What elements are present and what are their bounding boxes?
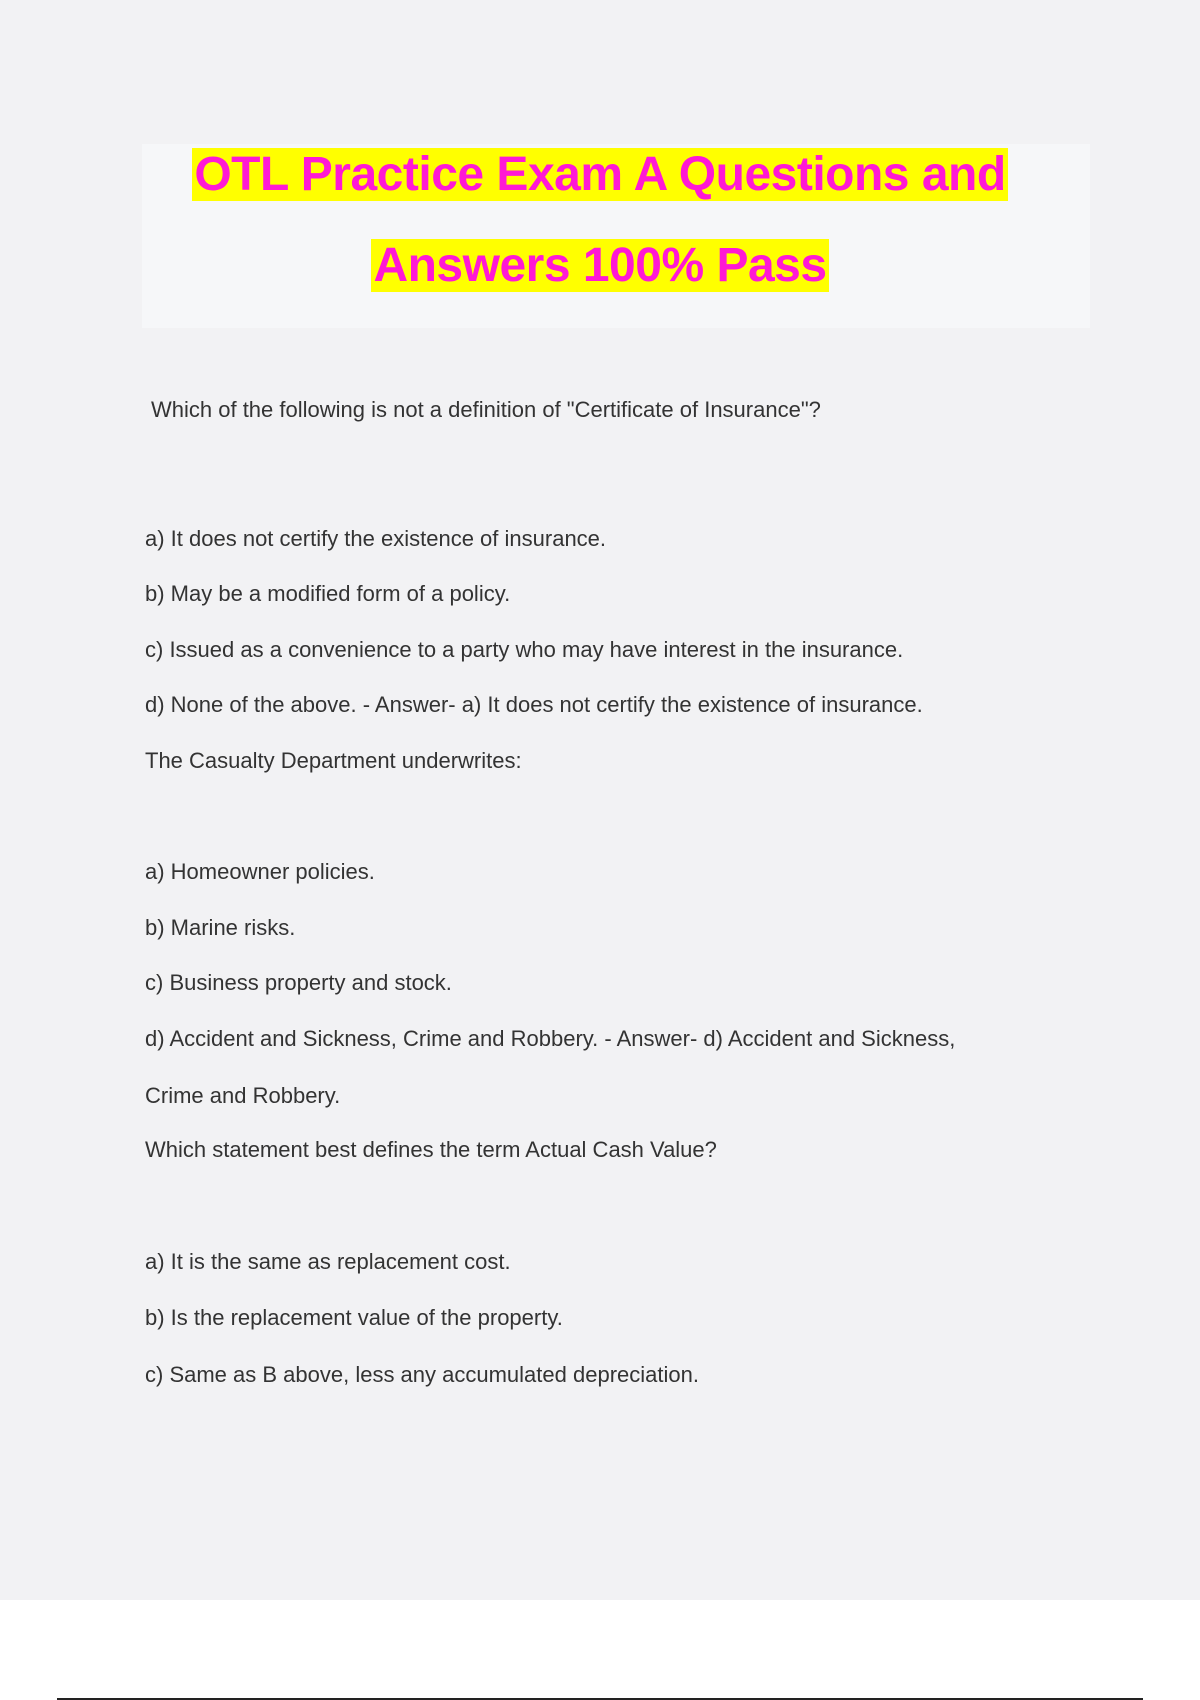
question-1-option-d-answer: d) None of the above. - Answer- a) It does not certify the existence of insurance. [145,692,923,717]
document-title-line-1 [0,145,1200,205]
question-1-option-b: b) May be a modified form of a policy. [145,581,511,606]
question-3-option-c: c) Same as B above, less any accumulated depreciation. [145,1362,699,1387]
question-3-option-a: a) It is the same as replacement cost. [145,1249,511,1274]
question-1-option-c: c) Issued as a convenience to a party who may have interest in the insurance. [145,637,904,662]
question-2-text: The Casualty Department underwrites: [145,748,522,773]
question-3-text: Which statement best defines the term Actual Cash Value? [145,1137,717,1162]
document-title-line-2 [0,236,1200,296]
question-1-option-a: a) It does not certify the existence of insurance. [145,526,607,551]
question-2-answer-continuation: Crime and Robbery. [145,1083,341,1108]
question-2-option-a: a) Homeowner policies. [145,859,375,884]
question-1-text: Which of the following is not a definition of "Certificate of Insurance"? [151,397,821,422]
question-2-option-d-answer: d) Accident and Sickness, Crime and Robbery. - Answer- d) Accident and Sickness, [145,1026,956,1051]
question-2-option-b: b) Marine risks. [145,915,296,940]
question-3-option-b: b) Is the replacement value of the property. [145,1305,563,1330]
question-2-option-c: c) Business property and stock. [145,970,452,995]
document-title-highlight-1: OTL Practice Exam A Questions and [194,148,1006,201]
document-title-highlight-2: Answers 100% Pass [373,239,827,292]
